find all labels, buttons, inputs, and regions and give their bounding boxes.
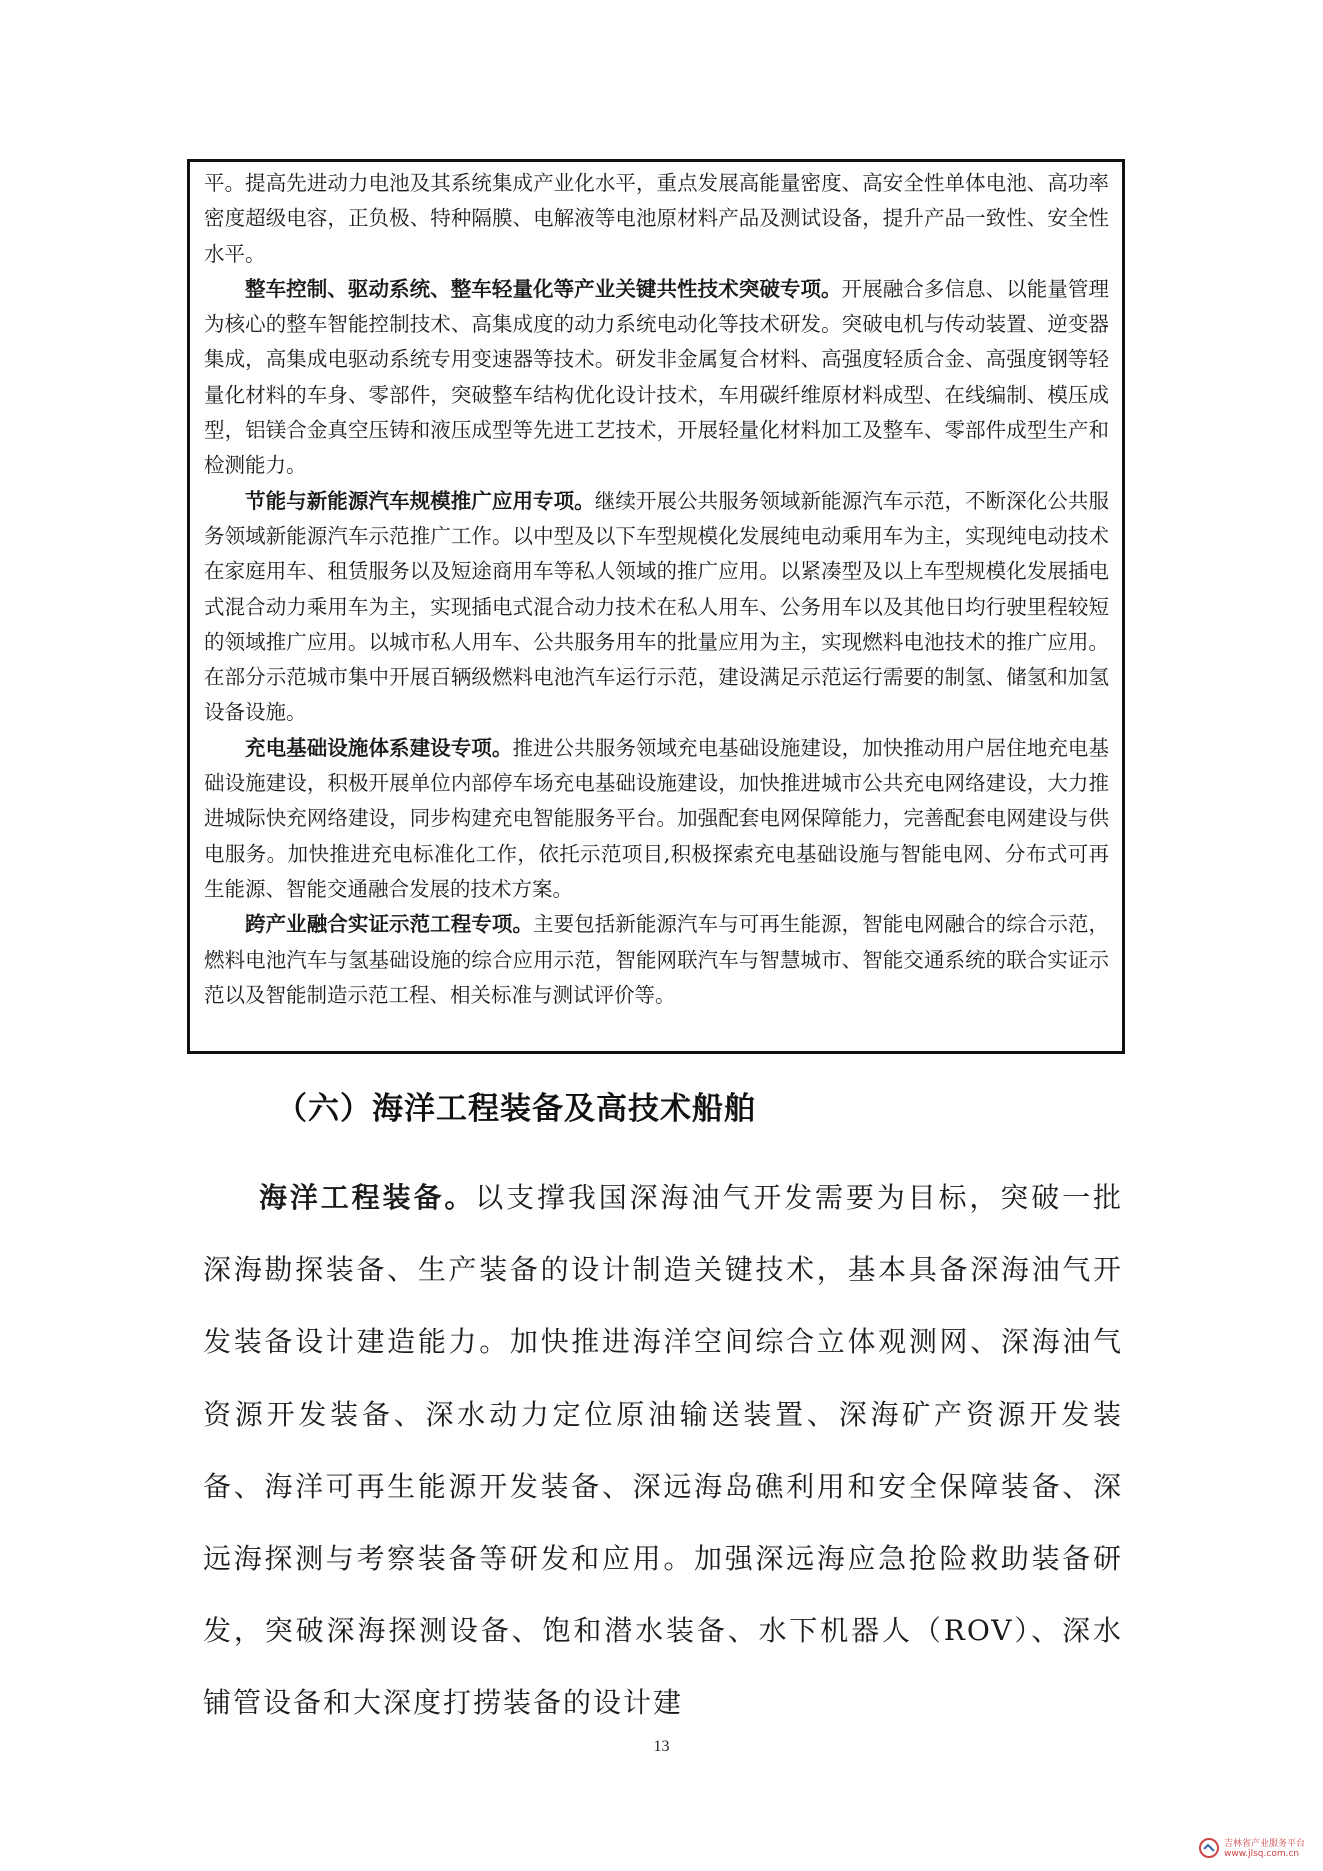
watermark-line-1: 吉林省产业服务平台 bbox=[1223, 1839, 1305, 1849]
section-body-paragraph bbox=[203, 1162, 1123, 1740]
watermark-line-2: www.jlsq.com.cn bbox=[1223, 1849, 1300, 1859]
section-body-text: 以支撑我国深海油气开发需要为目标，突破一批深海勘探装备、生产装备的设计制造关键技术，基本具备深海油气开发装备设计建造能力。加快推进海洋空间综合立体观测网、深海油气资源开发装备、深水动力定位原油输送装置、深海矿产资源开发装备、海洋可再生能源开发装备、深远海岛礁利用和安全保障装备、深远海探测与考察装备等研发和应用。加强深远海应急抢险救助装备研发，突破深海探测设备、饱和潜水装备、水下机器人（ROV）、深水铺管设备和大深度打捞装备的设计建 bbox=[203, 1181, 1123, 1720]
box-paragraph-2-lead: 整车控制、驱动系统、整车轻量化等产业关键共性技术突破专项。 bbox=[245, 276, 842, 301]
box-paragraph-2 bbox=[204, 272, 1109, 484]
page-number: 13 bbox=[653, 1738, 670, 1755]
box-paragraph-5-text: 主要包括新能源汽车与可再生能源，智能电网融合的综合示范，燃料电池汽车与氢基础设施的综合应用示范，智能网联汽车与智慧城市、智能交通系统的联合实证示范以及智能制造示范工程、相关标准与测试评价等。 bbox=[204, 912, 1110, 1007]
box-paragraph-3-text: 继续开展公共服务领域新能源汽车示范，不断深化公共服务领域新能源汽车示范推广工作。以中型及以下车型规模化发展纯电动乘用车为主，实现纯电动技术在家庭用车、租赁服务以及短途商用车等私人领域的推广应用。以紧凑型及以上车型规模化发展插电式混合动力乘用车为主，实现插电式混合动力技术在私人用车、公务用车以及其他日均行驶里程较短的领域推广应用。以城市私人用车、公共服务用车的批量应用为主，实现燃料电池技术的推广应用。在部分示范城市集中开展百辆级燃料电池汽车运行示范，建设满足示范运行需要的制氢、储氢和加氢设备设施。 bbox=[204, 488, 1110, 725]
box-paragraph-5-lead: 跨产业融合实证示范工程专项。 bbox=[245, 912, 534, 937]
box-paragraph-4-lead: 充电基础设施体系建设专项。 bbox=[245, 735, 513, 760]
box-paragraph-4 bbox=[204, 731, 1109, 907]
box-paragraph-3 bbox=[204, 484, 1109, 731]
section-heading: （六）海洋工程装备及高技术船舶 bbox=[276, 1091, 756, 1127]
watermark-logo-icon bbox=[1198, 1837, 1220, 1859]
box-paragraph-1-text: 平。提高先进动力电池及其系统集成产业化水平，重点发展高能量密度、高安全性单体电池、高功率密度超级电容，正负极、特种隔膜、电解液等电池原材料产品及测试设备，提升产品一致性、安全性水平。 bbox=[204, 171, 1109, 266]
box-paragraph-5 bbox=[204, 907, 1109, 1013]
section-body-lead: 海洋工程装备。 bbox=[259, 1181, 476, 1214]
box-paragraph-2-text: 开展融合多信息、以能量管理为核心的整车智能控制技术、高集成度的动力系统电动化等技术研发。突破电机与传动装置、逆变器集成，高集成电驱动系统专用变速器等技术。研发非金属复合材料、高强度轻质合金、高强度钢等轻量化材料的车身、零部件，突破整车结构优化设计技术，车用碳纤维原材料成型、在线编制、模压成型，铝镁合金真空压铸和液压成型等先进工艺技术，开展轻量化材料加工及整车、零部件成型生产和检测能力。 bbox=[204, 276, 1110, 478]
project-box bbox=[187, 159, 1125, 1054]
box-paragraph-1 bbox=[204, 166, 1109, 272]
watermark bbox=[1198, 1837, 1305, 1859]
box-paragraph-3-lead: 节能与新能源汽车规模推广应用专项。 bbox=[245, 488, 595, 513]
box-paragraph-4-text: 推进公共服务领域充电基础设施建设，加快推动用户居住地充电基础设施建设，积极开展单位内部停车场充电基础设施建设，加快推进城市公共充电网络建设，大力推进城际快充网络建设，同步构建充电智能服务平台。加强配套电网保障能力，完善配套电网建设与供电服务。加快推进充电标准化工作，依托示范项目,积极探索充电基础设施与智能电网、分布式可再生能源、智能交通融合发展的技术方案。 bbox=[204, 735, 1110, 901]
